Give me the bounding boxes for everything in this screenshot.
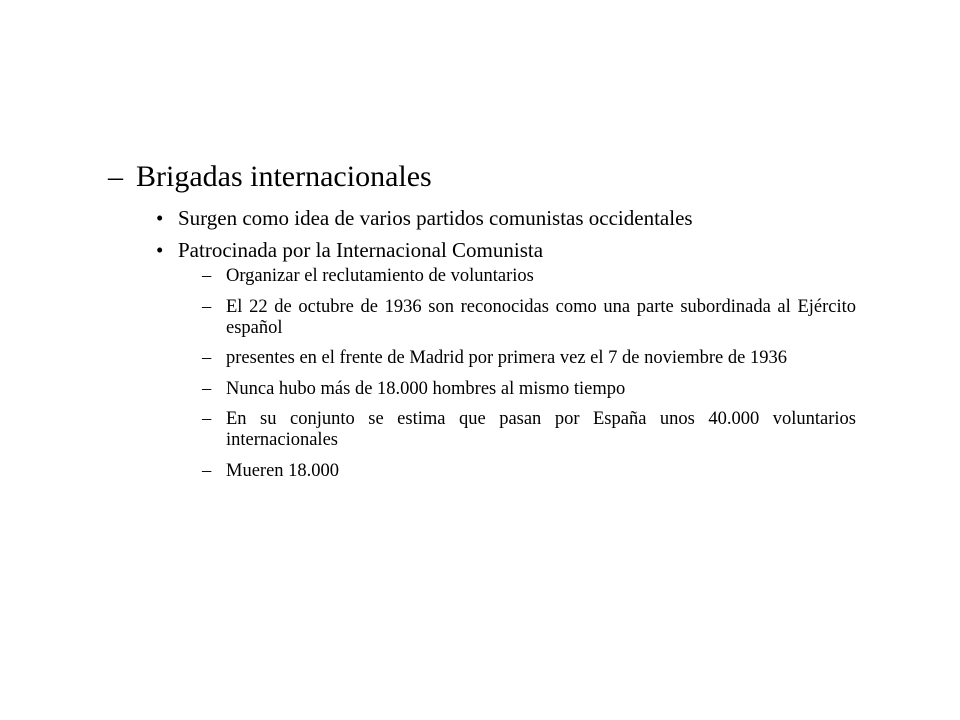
heading-item (108, 158, 868, 196)
point-text: Surgen como idea de varios partidos comunistas occidentales (178, 206, 693, 230)
dash-bullet: – (202, 296, 212, 317)
subpoint-text: Nunca hubo más de 18.000 hombres al mismo tiempo (226, 378, 626, 399)
subpoint-text: En su conjunto se estima que pasan por España unos 40.000 voluntarios internacionales (226, 409, 856, 450)
dot-bullet: • (156, 206, 164, 230)
point-item (156, 237, 876, 263)
heading-text: Brigadas internacionales (136, 160, 432, 193)
subpoint-item (202, 297, 856, 339)
dash-bullet: – (202, 348, 212, 368)
subpoint-list (202, 266, 856, 491)
subpoint-item (202, 461, 856, 482)
subpoint-item (202, 379, 856, 400)
dash-bullet: – (202, 460, 212, 481)
subpoint-item (202, 266, 856, 287)
dash-bullet: – (202, 409, 212, 429)
dash-bullet: – (108, 160, 123, 193)
subpoint-text: presentes en el frente de Madrid por primera vez el 7 de noviembre de 1936 (226, 348, 787, 368)
subpoint-item (202, 348, 856, 369)
point-text: Patrocinada por la Internacional Comunista (178, 238, 544, 262)
subpoint-item (202, 409, 856, 451)
dash-bullet: – (202, 378, 212, 399)
subpoint-text: Organizar el reclutamiento de voluntarios (226, 266, 534, 286)
point-item (156, 205, 876, 231)
dot-bullet: • (156, 238, 164, 262)
subpoint-text: El 22 de octubre de 1936 son reconocidas como una parte subordinada al Ejército español (226, 296, 856, 338)
dash-bullet: – (202, 266, 212, 286)
subpoint-text: Mueren 18.000 (226, 460, 340, 481)
